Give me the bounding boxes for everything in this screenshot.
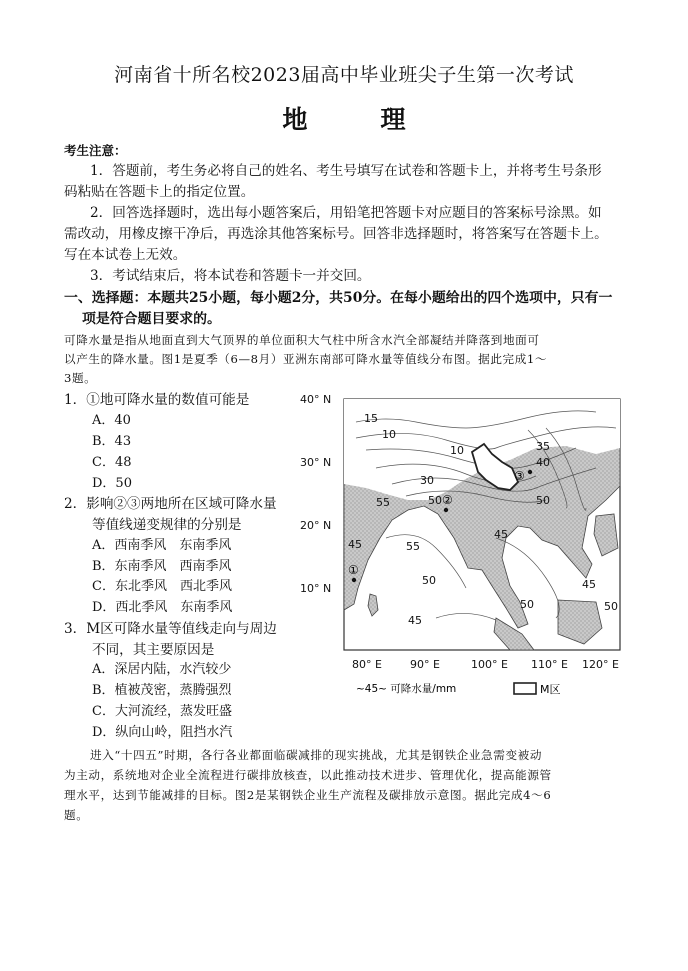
question-1-option-c: C．48 — [92, 455, 132, 470]
contour-label: 50 — [428, 494, 442, 507]
question-1-option-d: D．50 — [92, 476, 132, 491]
lat-label-10n: 10° N — [300, 582, 332, 595]
notice-item-2-line-2: 需改动，用橡皮擦干净后，再选涂其他答案标号。回答非选择题时，将答案写在答题卡上。 — [64, 226, 608, 242]
passage-2-line-2: 为主动，系统地对企业全流程进行碳排放核查，以此推动技术进步、管理优化，提高能源管 — [64, 768, 552, 782]
contour-label: 50 — [520, 598, 534, 611]
question-3-stem-line-2: 不同，其主要原因是 — [92, 642, 215, 658]
passage-2-line-4: 题。 — [64, 808, 89, 822]
contour-label: 45 — [408, 614, 422, 627]
contour-label: 45 — [582, 578, 596, 591]
question-3-stem-line-1: 3．M区可降水量等值线走向与周边 — [64, 621, 277, 637]
notice-heading: 考生注意： — [64, 143, 127, 158]
precipitable-water-map — [296, 388, 630, 706]
contour-label: 45 — [348, 538, 362, 551]
point-1-marker — [352, 578, 356, 582]
contour-label: 35 — [536, 440, 550, 453]
lat-label-40n: 40° N — [300, 393, 332, 406]
question-1-stem: 1．①地可降水量的数值可能是 — [64, 392, 250, 408]
lat-label-20n: 20° N — [300, 519, 332, 532]
passage-1-line-1: 可降水量是指从地面直到大气顶界的单位面积大气柱中所含水汽全部凝结并降落到地面可 — [64, 333, 540, 347]
point-3-marker — [528, 470, 532, 474]
point-1-label: ① — [348, 563, 359, 577]
question-3-option-c: C．大河流经，蒸发旺盛 — [92, 704, 232, 719]
lon-label-110e: 110° E — [531, 658, 568, 671]
question-2-option-d: D．西北季风 东南季风 — [92, 600, 233, 615]
point-2-label: ② — [442, 493, 453, 507]
question-2-option-c: C．东北季风 西北季风 — [92, 579, 232, 594]
contour-label: 10 — [382, 428, 396, 441]
lon-label-80e: 80° E — [352, 658, 382, 671]
question-2-stem-line-1: 2．影响②③两地所在区域可降水量 — [64, 496, 277, 512]
lat-label-30n: 30° N — [300, 456, 332, 469]
question-1-option-a: A．40 — [92, 413, 131, 428]
notice-item-1-line-1: 1．答题前，考生务必将自己的姓名、考生号填写在试卷和答题卡上，并将考生号条形 — [90, 163, 602, 179]
legend-contour: ~45~ 可降水量/mm — [356, 683, 457, 695]
lon-label-90e: 90° E — [410, 658, 440, 671]
contour-label: 30 — [420, 474, 434, 487]
notice-item-2-line-3: 写在本试卷上无效。 — [64, 247, 187, 263]
contour-label: 15 — [364, 412, 378, 425]
contour-label: 55 — [376, 496, 390, 509]
exam-title: 河南省十所名校2023届高中毕业班尖子生第一次考试 — [114, 64, 574, 86]
passage-2-line-1: 进入“十四五”时期，各行各业都面临碳减排的现实挑战，尤其是钢铁企业急需变被动 — [90, 748, 543, 762]
contour-label: 10 — [450, 444, 464, 457]
contour-label: 50 — [604, 600, 618, 613]
section-1-heading-line-2: 项是符合题目要求的。 — [82, 311, 221, 327]
legend-m-zone-label: M区 — [540, 683, 561, 696]
subject-title: 地 理 — [282, 105, 430, 134]
point-3-label: ③ — [514, 469, 525, 483]
notice-item-1-line-2: 码粘贴在答题卡上的指定位置。 — [64, 184, 255, 200]
passage-1-line-3: 3题。 — [64, 371, 97, 385]
legend-m-zone-swatch — [514, 683, 536, 694]
contour-label: 55 — [406, 540, 420, 553]
lon-label-120e: 120° E — [582, 658, 619, 671]
contour-label: 50 — [536, 494, 550, 507]
lon-label-100e: 100° E — [471, 658, 508, 671]
notice-item-3: 3．考试结束后，将本试卷和答题卡一并交回。 — [90, 268, 371, 284]
question-1-option-b: B．43 — [92, 434, 132, 449]
question-2-option-b: B．东南季风 西南季风 — [92, 559, 232, 574]
passage-1-line-2: 以产生的降水量。图1是夏季（6—8月）亚洲东南部可降水量等值线分布图。据此完成1～ — [64, 352, 548, 366]
contour-label: 40 — [536, 456, 550, 469]
contour-label: 50 — [422, 574, 436, 587]
section-1-heading-line-1: 一、选择题：本题共25小题，每小题2分，共50分。在每小题给出的四个选项中，只有一 — [64, 290, 613, 306]
notice-item-2-line-1: 2．回答选择题时，选出每小题答案后，用铅笔把答题卡对应题目的答案标号涂黑。如 — [90, 205, 602, 221]
point-2-marker — [444, 508, 448, 512]
contour-label: 45 — [494, 528, 508, 541]
question-3-option-b: B．植被茂密，蒸腾强烈 — [92, 683, 232, 698]
question-3-option-d: D．纵向山岭，阻挡水汽 — [92, 725, 233, 740]
question-2-stem-line-2: 等值线递变规律的分别是 — [92, 517, 242, 533]
passage-2-line-3: 理水平，达到节能减排的目标。图2是某钢铁企业生产流程及碳排放示意图。据此完成4～6 — [64, 788, 552, 802]
question-3-option-a: A．深居内陆，水汽较少 — [92, 662, 232, 677]
question-2-option-a: A．西南季风 东南季风 — [92, 538, 232, 553]
